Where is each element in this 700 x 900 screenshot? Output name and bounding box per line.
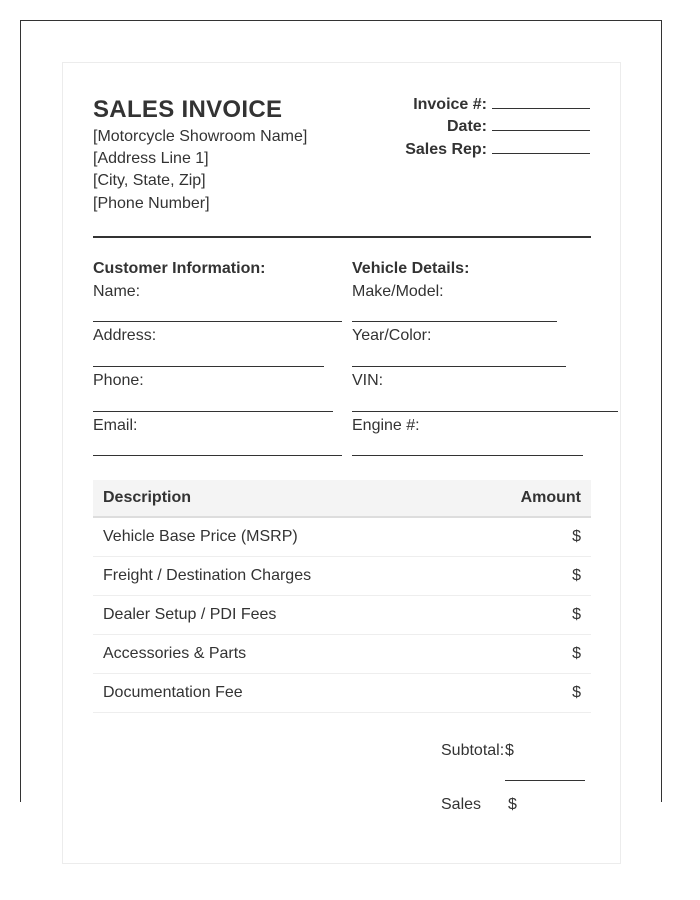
vin-field[interactable] — [352, 411, 618, 412]
invoice-number-row — [413, 94, 590, 114]
sales-value[interactable]: $ — [508, 796, 517, 813]
make-model-label: Make/Model: — [352, 283, 444, 300]
table-row — [93, 596, 591, 635]
customer-name-field[interactable] — [93, 321, 342, 322]
subtotal-value[interactable]: $ — [505, 742, 514, 759]
vehicle-heading: Vehicle Details: — [352, 260, 470, 277]
row-amount[interactable]: $ — [572, 684, 581, 701]
row-description: Vehicle Base Price (MSRP) — [103, 528, 298, 545]
amount-header: Amount — [520, 489, 581, 506]
table-row — [93, 518, 591, 557]
invoice-number-label: Invoice #: — [413, 96, 487, 113]
row-amount[interactable]: $ — [572, 567, 581, 584]
phone-number: [Phone Number] — [93, 195, 210, 212]
date-label: Date: — [446, 118, 487, 135]
customer-address-label: Address: — [93, 327, 157, 344]
row-amount[interactable]: $ — [572, 645, 581, 662]
sales-label: Sales — [441, 796, 482, 813]
subtotal-field[interactable] — [505, 780, 585, 781]
customer-email-label: Email: — [93, 417, 138, 434]
table-row — [93, 674, 591, 713]
row-description: Freight / Destination Charges — [103, 567, 312, 584]
table-row — [93, 635, 591, 674]
date-row — [447, 116, 590, 136]
engine-number-label: Engine #: — [352, 417, 420, 434]
city-state-zip: [City, State, Zip] — [93, 172, 206, 189]
sales-rep-label: Sales Rep: — [405, 141, 487, 158]
header-divider — [93, 236, 591, 238]
row-description: Dealer Setup / PDI Fees — [103, 606, 277, 623]
row-description: Accessories & Parts — [103, 645, 247, 662]
description-header: Description — [103, 489, 192, 506]
page-frame — [20, 20, 662, 813]
date-field[interactable] — [492, 116, 590, 131]
vin-label: VIN: — [352, 372, 384, 389]
customer-phone-field[interactable] — [93, 411, 333, 412]
sales-rep-field[interactable] — [492, 139, 590, 154]
engine-number-field[interactable] — [352, 455, 583, 456]
line-items-table — [93, 480, 591, 713]
subtotal-label: Subtotal: — [441, 742, 505, 759]
table-header — [93, 480, 591, 518]
row-amount[interactable]: $ — [572, 606, 581, 623]
invoice-sheet — [62, 62, 621, 864]
customer-name-label: Name: — [93, 283, 141, 300]
year-color-field[interactable] — [352, 366, 566, 367]
year-color-label: Year/Color: — [352, 327, 432, 344]
sales-rep-row — [405, 139, 590, 159]
row-description: Documentation Fee — [103, 684, 243, 701]
invoice-number-field[interactable] — [492, 94, 590, 109]
table-row — [93, 557, 591, 596]
invoice-title: SALES INVOICE — [93, 96, 283, 123]
customer-address-field[interactable] — [93, 366, 324, 367]
customer-email-field[interactable] — [93, 455, 342, 456]
address-line-1: [Address Line 1] — [93, 150, 209, 167]
customer-phone-label: Phone: — [93, 372, 144, 389]
row-amount[interactable]: $ — [572, 528, 581, 545]
customer-heading: Customer Information: — [93, 260, 266, 277]
make-model-field[interactable] — [352, 321, 557, 322]
showroom-name: [Motorcycle Showroom Name] — [93, 128, 308, 145]
